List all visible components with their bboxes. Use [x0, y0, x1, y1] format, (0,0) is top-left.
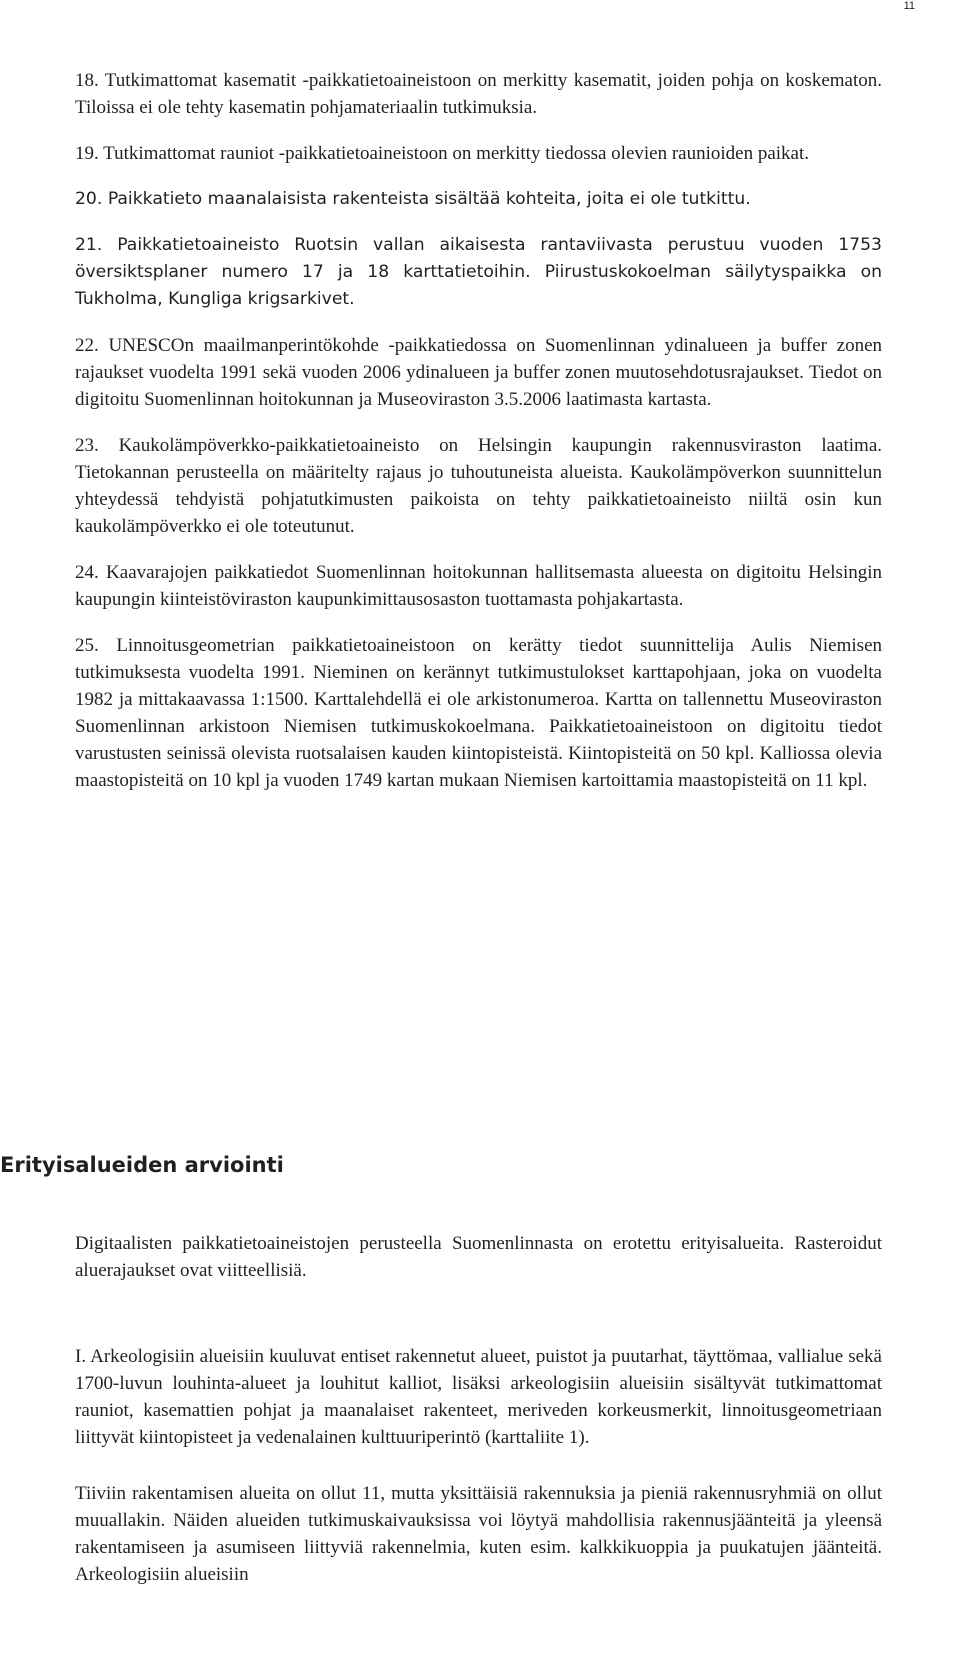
section-paragraph-1: I. Arkeologisiin alueisiin kuuluvat entiset rakennetut alueet, puistot ja puutarhat, täyttömaa, vallialue sekä 1700-luvun louhinta-alueet ja louhitut kalliot, lisäksi arkeologisiin alueisiin sisältyvät tutkimattomat rauniot, kasemattien pohjat ja maanalaiset rakenteet, meriveden korkeusmerkit, linnoitusgeometriaan liittyvät kiintopisteet ja vedenalainen kulttuuriperintö (karttaliite 1).: [75, 1346, 882, 1448]
note-20: [75, 186, 882, 213]
note-number: 18.: [75, 70, 99, 91]
section-heading: Erityisalueiden arviointi: [0, 1153, 284, 1177]
section-body: [75, 1230, 882, 1588]
numbered-notes: [75, 67, 882, 794]
note-text: Linnoitusgeometrian paikkatietoaineistoon on kerätty tiedot suunnittelija Aulis Niemisen tutkimuksesta vuodelta 1991. Nieminen on kerännyt tutkimustulokset karttapohjaan, joka on vuodelta 1982 ja mittakaavassa 1:1500. Karttalehdellä ei ole arkistonumeroa. Kartta on tallennettu Museoviraston Suomenlinnan arkistoon Niemisen tutkimuskokoelmana. Paikkatietoaineistoon on digitoitu tiedot varustusten seinissä olevista ruotsalaisen kauden kiintopisteistä. Kiintopisteitä on 50 kpl. Kalliossa olevia maastopisteitä on 10 kpl ja vuoden 1749 kartan mukaan Niemisen kartoittamia maastopisteitä on 11 kpl.: [75, 635, 882, 791]
note-number: 21.: [75, 235, 103, 255]
section-intro: Digitaalisten paikkatietoaineistojen perusteella Suomenlinnasta on erotettu erityisalueita. Rasteroidut aluerajaukset ovat viitteellisiä.: [75, 1233, 882, 1281]
note-24: [75, 559, 882, 613]
note-number: 23.: [75, 435, 99, 456]
note-number: 25.: [75, 635, 99, 656]
note-18: [75, 67, 882, 121]
note-23: [75, 432, 882, 540]
note-text: Paikkatietoaineisto Ruotsin vallan aikaisesta rantaviivasta perustuu vuoden 1753 översiktsplaner numero 17 ja 18 karttatietoihin. Piirustuskokoelman säilytyspaikka on Tukholma, Kungliga krigsarkivet.: [75, 235, 882, 309]
note-number: 19.: [75, 143, 99, 164]
page-number: 11: [903, 0, 915, 12]
note-text: Tutkimattomat rauniot -paikkatietoaineistoon on merkitty tiedossa olevien raunioiden paikat.: [103, 143, 810, 164]
note-21: [75, 232, 882, 313]
note-number: 24.: [75, 562, 99, 583]
note-number: 22.: [75, 335, 99, 356]
note-text: Kaavarajojen paikkatiedot Suomenlinnan hoitokunnan hallitsemasta alueesta on digitoitu Helsingin kaupungin kiinteistöviraston kaupunkimittausosaston tuottamasta pohjakartasta.: [75, 562, 882, 610]
note-text: Tutkimattomat kasematit -paikkatietoaineistoon on merkitty kasematit, joiden pohja on koskematon. Tiloissa ei ole tehty kasematin pohjamateriaalin tutkimuksia.: [75, 70, 882, 118]
note-25: [75, 632, 882, 794]
note-22: [75, 332, 882, 413]
note-text: Kaukolämpöverkko-paikkatietoaineisto on Helsingin kaupungin rakennusviraston laatima. Tietokannan perusteella on määritelty rajaus jo tuhoutuneista alueista. Kaukolämpöverkon suunnittelun yhteydessä tehdyistä pohjatutkimusten paikoista on tehty paikkatietoaineisto niiltä osin kun kaukolämpöverkko ei ole toteutunut.: [75, 435, 882, 537]
note-text: Paikkatieto maanalaisista rakenteista sisältää kohteita, joita ei ole tutkittu.: [107, 189, 751, 209]
note-number: 20.: [75, 189, 103, 209]
note-text: UNESCOn maailmanperintökohde -paikkatiedossa on Suomenlinnan ydinalueen ja buffer zonen rajaukset vuodelta 1991 sekä vuoden 2006 ydinalueen ja buffer zonen muutosehdotusrajaukset. Tiedot on digitoitu Suomenlinnan hoitokunnan ja Museoviraston 3.5.2006 laatimasta kartasta.: [75, 335, 883, 410]
note-19: [75, 140, 882, 167]
section-paragraph-2: Tiiviin rakentamisen alueita on ollut 11, mutta yksittäisiä rakennuksia ja pieniä rakennusryhmiä on ollut muuallakin. Näiden alueiden tutkimuskaivauksissa voi löytyä mahdollisia rakennusjäänteitä ja yleensä rakentamiseen ja asumiseen liittyviä rakennelmia, kuten esim. kalkkikuoppia ja puukatujen jäänteitä. Arkeologisiin alueisiin: [75, 1483, 882, 1585]
